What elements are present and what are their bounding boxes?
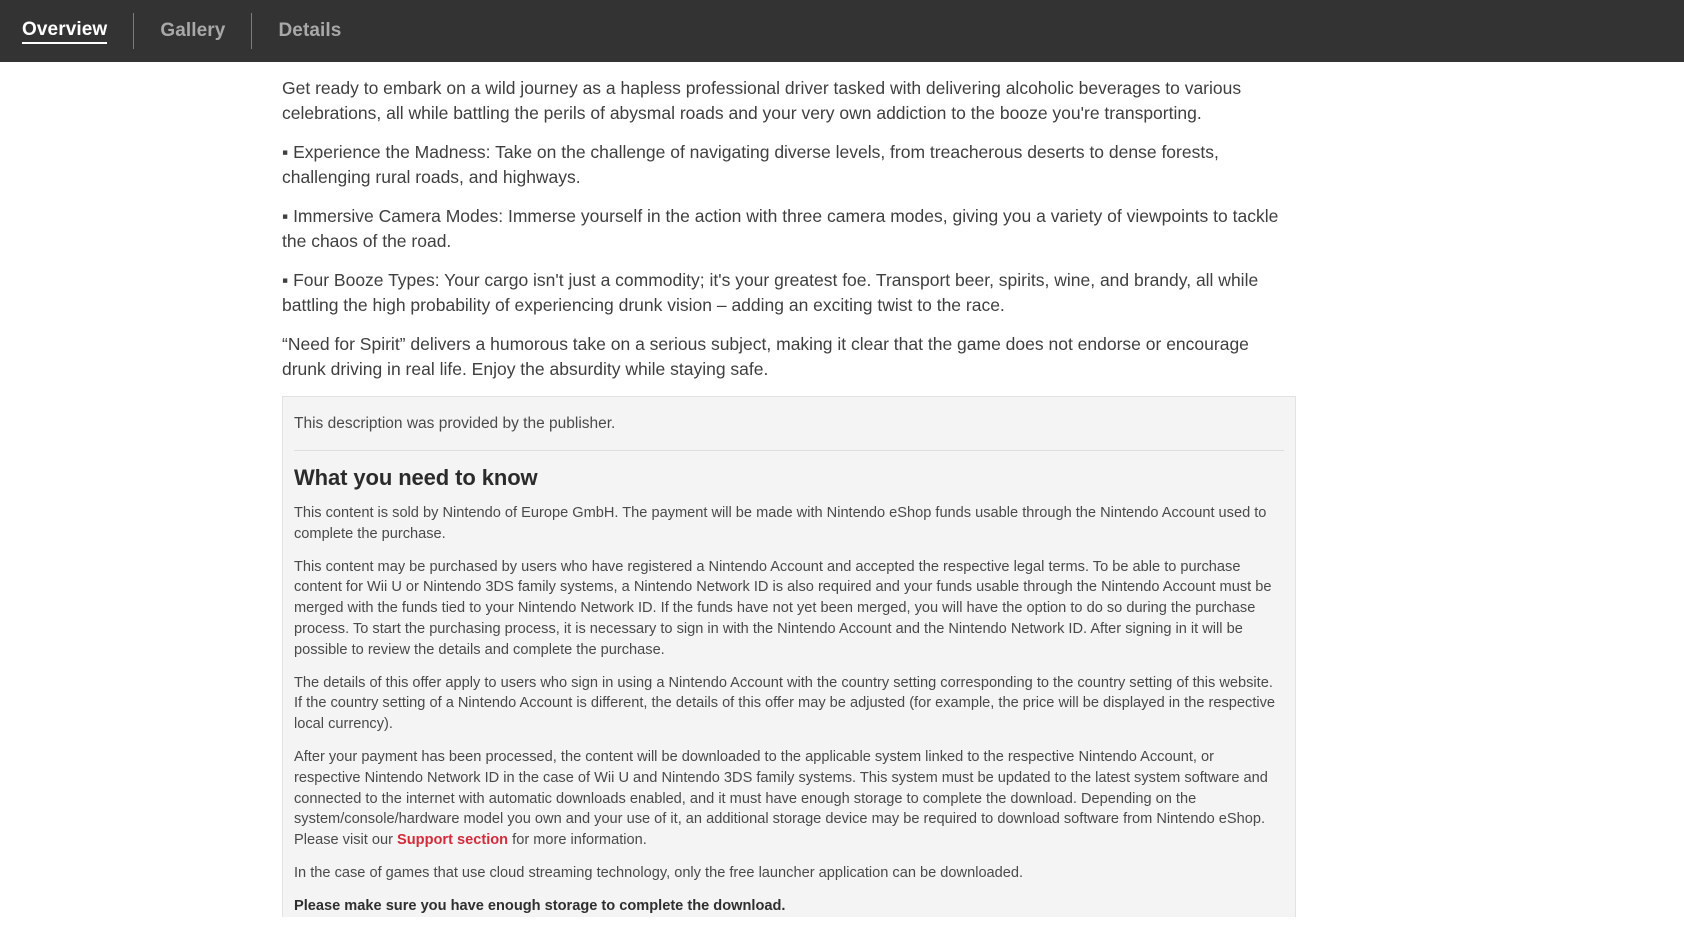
- legal-paragraph: This content is sold by Nintendo of Europe GmbH. The payment will be made with Nintendo eShop funds usable through the Nintendo Account used to complete the purchase.: [294, 505, 1267, 542]
- tab-bar: [0, 0, 1684, 62]
- description-paragraph: “Need for Spirit” delivers a humorous take on a serious subject, making it clear that the game does not endorse or encourage drunk driving in real life. Enjoy the absurdity while staying safe.: [282, 334, 1249, 379]
- storage-notice: Please make sure you have enough storage to complete the download.: [294, 897, 786, 914]
- legal-paragraph: The details of this offer apply to users who sign in using a Nintendo Account with the country setting corresponding to the country setting of this website. If the country setting of a Nintendo Account is different, the details of this offer may be adjusted (for example, the price will be displayed in the respective local currency).: [294, 674, 1276, 733]
- tab-gallery[interactable]: [134, 0, 251, 62]
- tab-overview[interactable]: [0, 0, 133, 62]
- support-section-link[interactable]: Support section: [397, 832, 509, 849]
- download-info-paragraph: [294, 747, 1284, 851]
- publisher-info-panel: [282, 396, 1296, 917]
- tab-details-label: Details: [278, 20, 342, 41]
- panel-heading: What you need to know: [294, 465, 538, 490]
- content-column: [282, 62, 1296, 929]
- download-text-after-link: for more information.: [508, 832, 647, 849]
- what-you-need-to-know-section: [294, 451, 1284, 917]
- download-text-before-link: After your payment has been processed, the content will be downloaded to the applicable system linked to the respective Nintendo Account, or respective Nintendo Network ID in the case of Wii U and Nintendo 3DS family systems. This system must be updated to the latest system software and connected to the internet with automatic downloads enabled, and it must have enough storage to complete the download. Depending on the system/console/hardware model you own and your use of it, an additional storage device may be required to download software from Nintendo eShop. Please visit our: [294, 748, 1268, 849]
- description-paragraph: ▪ Experience the Madness: Take on the challenge of navigating diverse levels, from treacherous deserts to dense forests, challenging rural roads, and highways.: [282, 142, 1219, 187]
- tab-gallery-label: Gallery: [160, 20, 226, 41]
- description-paragraph: ▪ Four Booze Types: Your cargo isn't just a commodity; it's your greatest foe. Transport beer, spirits, wine, and brandy, all while battling the high probability of experiencing drunk vision – adding an exciting twist to the race.: [282, 270, 1259, 315]
- page-body: [0, 62, 1684, 947]
- game-description: [282, 62, 1296, 382]
- description-paragraph: ▪ Immersive Camera Modes: Immerse yourself in the action with three camera modes, giving you a variety of viewpoints to tackle the chaos of the road.: [282, 206, 1279, 251]
- tab-overview-label: Overview: [22, 19, 107, 44]
- description-paragraph: Get ready to embark on a wild journey as a hapless professional driver tasked with delivering alcoholic beverages to various celebrations, all while battling the perils of abysmal roads and your very own addiction to the booze you're transporting.: [282, 78, 1242, 123]
- tab-details[interactable]: [252, 0, 367, 62]
- publisher-note: This description was provided by the publisher.: [294, 397, 1284, 451]
- cloud-streaming-paragraph: In the case of games that use cloud streaming technology, only the free launcher application can be downloaded.: [294, 864, 1024, 881]
- legal-paragraph: This content may be purchased by users who have registered a Nintendo Account and accepted the respective legal terms. To be able to purchase content for Wii U or Nintendo 3DS family systems, a Nintendo Network ID is also required and your funds usable through the Nintendo Account must be merged with the funds tied to your Nintendo Network ID. If the funds have not yet been merged, you will have the option to do so during the purchase process. To start the purchasing process, it is necessary to sign in with the Nintendo Account and the Nintendo Network ID. After signing in it will be possible to review the details and complete the purchase.: [294, 558, 1272, 658]
